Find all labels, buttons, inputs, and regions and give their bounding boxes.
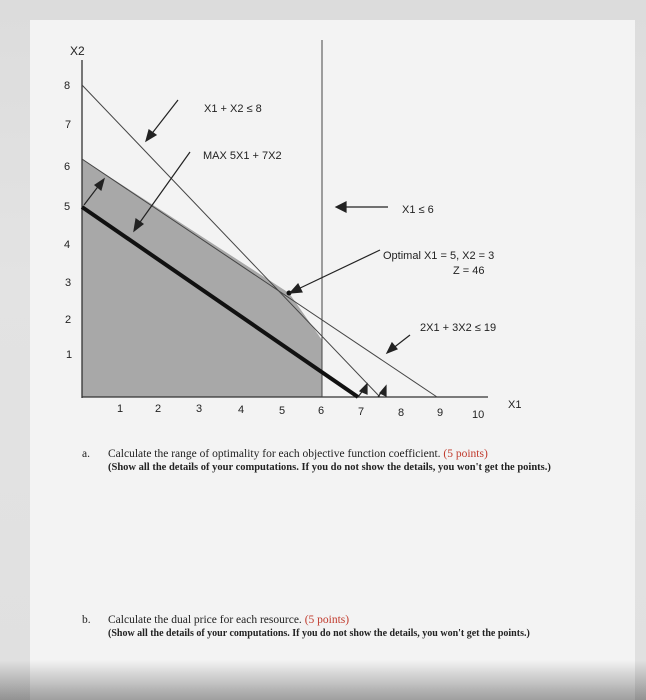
y-axis-label: X2: [70, 44, 85, 58]
y-tick-label: 5: [64, 201, 71, 213]
x-tick-label: 4: [238, 404, 245, 416]
question-b: [82, 613, 530, 641]
x-tick-label: 1: [117, 403, 124, 415]
constraint-label-c3: X1 ≤ 6: [402, 204, 434, 216]
optimal-label-line2: Z = 46: [453, 265, 485, 277]
x-tick-label: 7: [358, 406, 365, 418]
x-tick-label: 10: [472, 409, 485, 421]
question-a-instruction: (Show all the details of your computations. If you do not show the details, you won't get the points.): [108, 462, 551, 473]
question-b-letter: b.: [82, 614, 91, 626]
constraint-label-c1: X1 + X2 ≤ 8: [204, 103, 262, 115]
question-a-letter: a.: [82, 448, 90, 460]
x-tick-label: 8: [398, 407, 405, 419]
objective-label: MAX 5X1 + 7X2: [203, 150, 282, 162]
x-tick-label: 6: [318, 405, 325, 417]
x-tick-label: 5: [279, 405, 286, 417]
constraint-label-c2: 2X1 + 3X2 ≤ 19: [420, 322, 497, 334]
question-b-text: Calculate the dual price for each resource.: [108, 614, 302, 626]
optimal-label-line1: Optimal X1 = 5, X2 = 3: [383, 250, 495, 262]
y-tick-label: 3: [65, 277, 72, 289]
y-tick-label: 1: [66, 349, 73, 361]
x-tick-label: 3: [196, 403, 203, 415]
question-a-line1: [82, 447, 551, 461]
question-a-text: Calculate the range of optimality for each objective function coefficient.: [108, 448, 441, 460]
question-a: [82, 447, 551, 475]
question-b-line1: [82, 613, 530, 627]
y-tick-label: 7: [65, 119, 72, 131]
question-b-points: (5 points): [304, 614, 350, 626]
question-b-instruction: (Show all the details of your computations. If you do not show the details, you won't get the points.): [108, 628, 530, 639]
x-tick-label: 9: [437, 407, 444, 419]
question-a-points: (5 points): [443, 448, 488, 460]
y-tick-label: 4: [64, 239, 71, 251]
y-tick-label: 6: [64, 161, 71, 173]
x-axis-label: X1: [508, 399, 522, 411]
x-tick-label: 2: [155, 403, 162, 415]
y-tick-label: 8: [64, 80, 71, 92]
y-tick-label: 2: [65, 314, 72, 326]
